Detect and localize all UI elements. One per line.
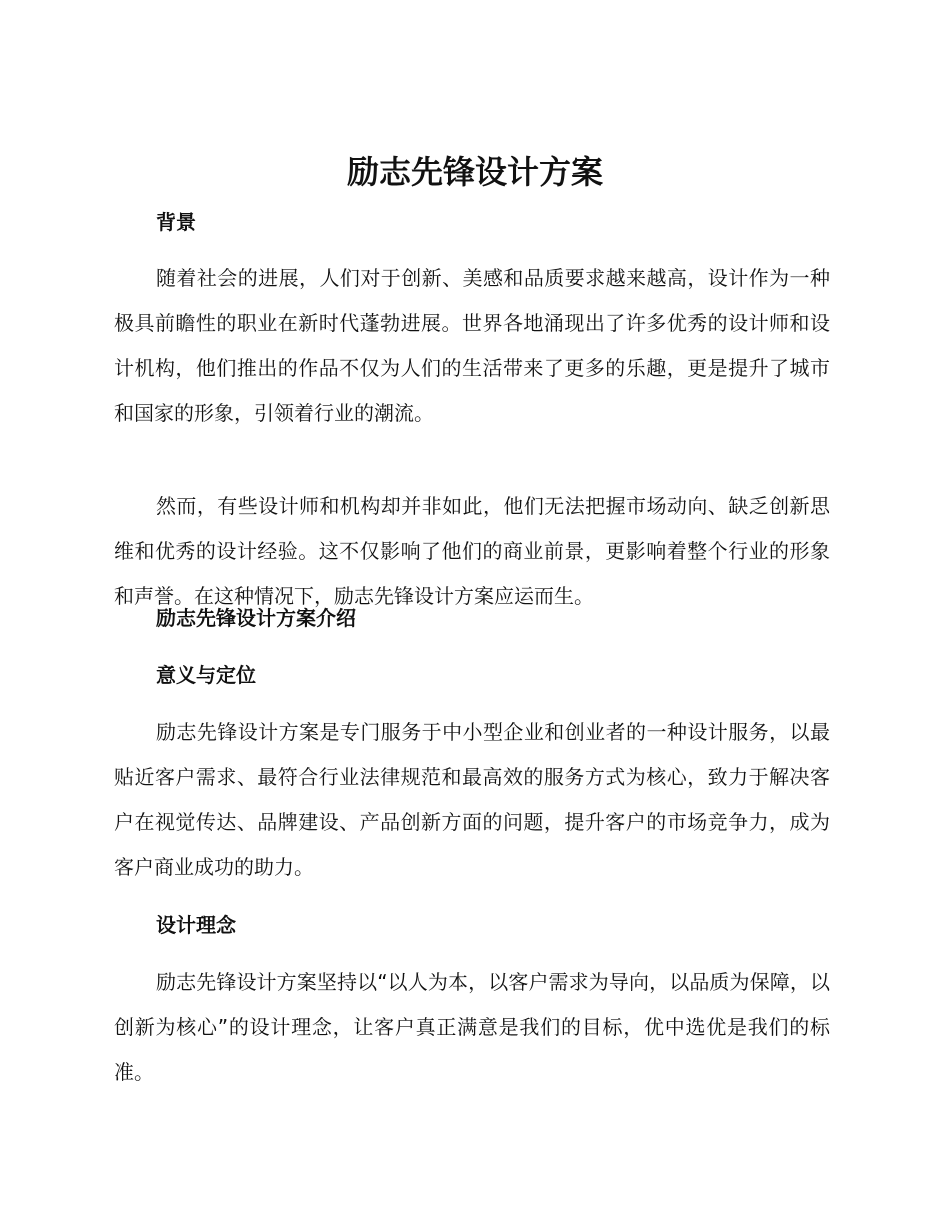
paragraph-concept: 励志先锋设计方案坚持以“以人为本，以客户需求为导向，以品质为保障，以创新为核心”的设计理念，让客户真正满意是我们的目标，优中选优是我们的标准。 bbox=[114, 970, 830, 1084]
section-heading-intro: 励志先锋设计方案介绍 bbox=[156, 606, 356, 630]
paragraph-background-1: 随着社会的进展，人们对于创新、美感和品质要求越来越高，设计作为一种极具前瞻性的职业在新时代蓬勃进展。世界各地涌现出了许多优秀的设计师和设计机构，他们推出的作品不仅为人们的生活带来了更多的乐趣，更是提升了城市和国家的形象，引领着行业的潮流。 bbox=[114, 266, 830, 425]
paragraph-background-2: 然而，有些设计师和机构却并非如此，他们无法把握市场动向、缺乏创新思维和优秀的设计经验。这不仅影响了他们的商业前景，更影响着整个行业的形象和声誉。在这种情况下，励志先锋设计方案应运而生。 bbox=[114, 494, 830, 608]
section-heading-meaning: 意义与定位 bbox=[156, 663, 256, 687]
section-heading-background: 背景 bbox=[156, 210, 196, 234]
paragraph-meaning: 励志先锋设计方案是专门服务于中小型企业和创业者的一种设计服务，以最贴近客户需求、最符合行业法律规范和最高效的服务方式为核心，致力于解决客户在视觉传达、品牌建设、产品创新方面的问题，提升客户的市场竞争力，成为客户商业成功的助力。 bbox=[114, 720, 830, 879]
section-heading-concept: 设计理念 bbox=[156, 913, 236, 937]
document-title: 励志先锋设计方案 bbox=[346, 153, 603, 191]
